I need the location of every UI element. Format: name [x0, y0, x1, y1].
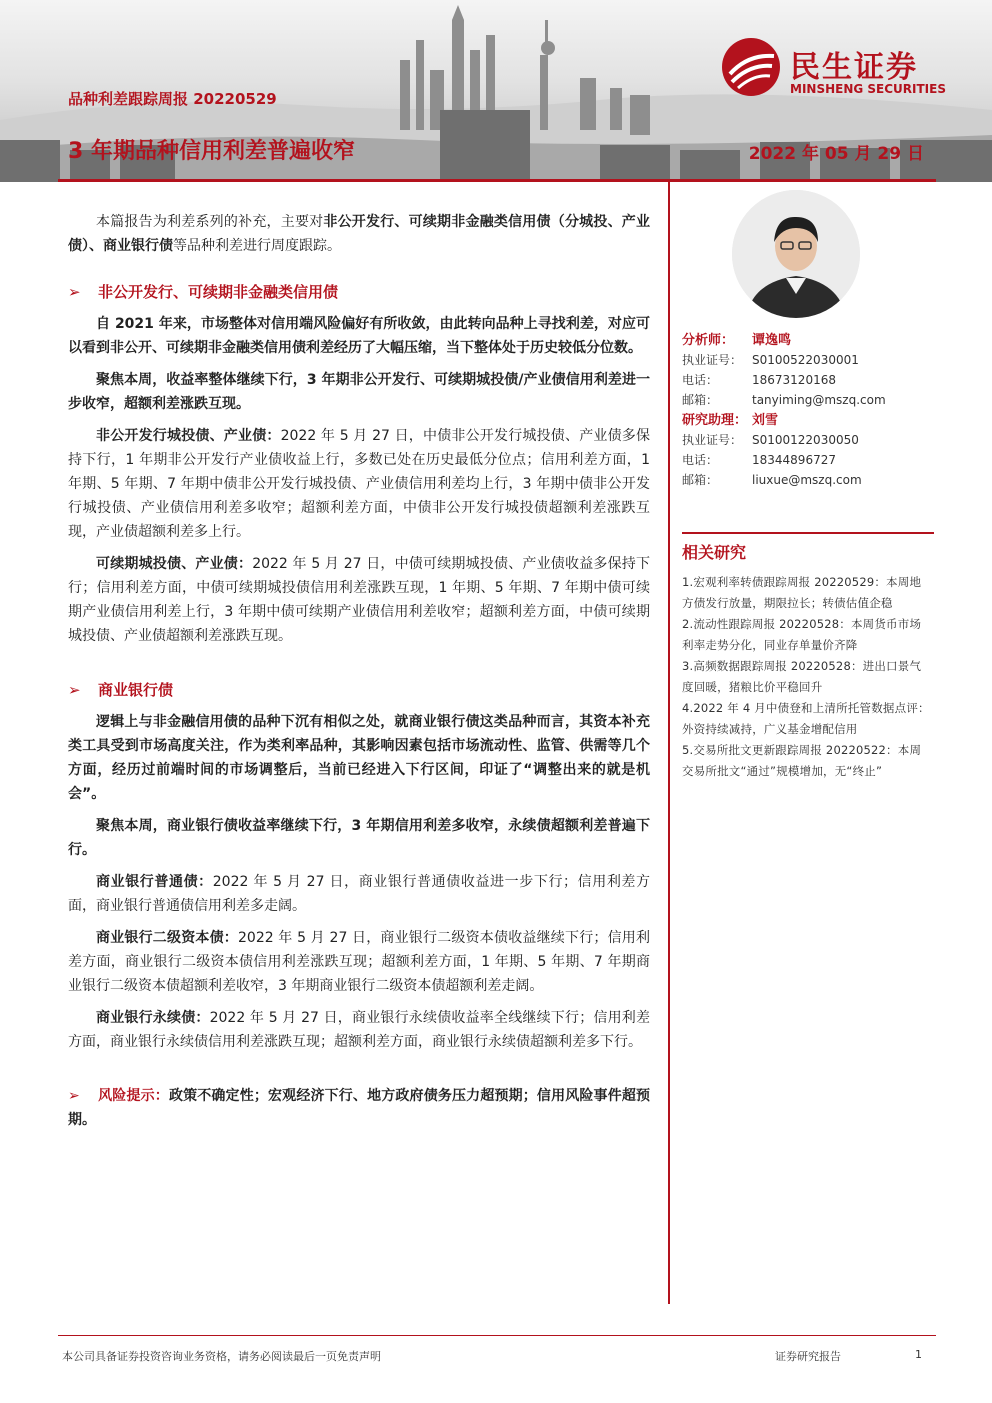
- page-number: 1: [915, 1348, 922, 1361]
- assistant-cert-row: 执业证号： S0100122030050: [682, 433, 859, 447]
- related-research-item[interactable]: 5.交易所批文更新跟踪周报 20220522：本周交易所批文“通过”规模增加，无“终止”: [682, 743, 922, 778]
- footer-divider: [58, 1335, 936, 1336]
- paragraph: 可续期城投债、产业债：2022 年 5 月 27 日，中债可续期城投债、产业债收益多保持下行；信用利差方面，中债可续期城投债信用利差涨跌互现，1 年期、5 年期、7 年期中债可续期产业债信用利差上行，3 年期中债可续期产业债信用利差收窄；超额利差方面，中债可续期城投债、产业债超额利差涨跌互现。: [68, 556, 650, 644]
- analyst-email-row: 邮箱： tanyiming@mszq.com: [682, 393, 886, 407]
- related-research-item[interactable]: 1.宏观利率转债跟踪周报 20220529：本周地方债发行放量，期限拉长；转债估值企稳: [682, 575, 922, 610]
- paragraph: 聚焦本周，商业银行债收益率继续下行，3 年期信用利差多收窄，永续债超额利差普遍下行。: [68, 818, 650, 858]
- footer-disclaimer: 本公司具备证券投资咨询业务资格，请务必阅读最后一页免责声明: [62, 1350, 381, 1363]
- arrow-icon: ➢: [68, 283, 81, 301]
- minsheng-logo: [720, 36, 970, 102]
- paragraph: 聚焦本周，收益率整体继续下行，3 年期非公开发行、可续期城投债/产业债信用利差进一步收窄，超额利差涨跌互现。: [68, 372, 650, 412]
- side-column: [682, 190, 934, 782]
- header-divider: [58, 179, 936, 182]
- section-heading-bank-bonds: ➢ 商业银行债: [68, 678, 650, 702]
- paragraph: 非公开发行城投债、产业债：2022 年 5 月 27 日，中债非公开发行城投债、产业债多保持下行，1 年期非公开发行产业债收益上行，多数已处在历史最低分位点；信用利差方面，1 年期、5 年期、7 年期中债非公开发行城投债、产业债信用利差均上行，3 年期中债非公开发行城投债、产业债信用利差多收窄；超额利差方面，中债非公开发行城投债超额利差涨跌互现，产业债超额利差多上行。: [68, 428, 651, 540]
- paragraph: 商业银行永续债：2022 年 5 月 27 日，商业银行永续债收益率全线继续下行；信用利差方面，商业银行永续债信用利差涨跌互现；超额利差方面，商业银行永续债超额利差多下行。: [68, 1010, 651, 1050]
- analyst-photo: [732, 190, 860, 318]
- logo-text-cn: 民生证券: [790, 50, 918, 85]
- series-title: 品种利差跟踪周报 20220529: [68, 90, 277, 108]
- assistant-phone-row: 电话： 18344896727: [682, 453, 836, 467]
- related-research-item[interactable]: 3.高频数据跟踪周报 20220528：进出口景气度回暖，猪粮比价平稳回升: [682, 659, 922, 694]
- paragraph: 商业银行二级资本债：2022 年 5 月 27 日，商业银行二级资本债收益继续下行；信用利差方面，商业银行二级资本债信用利差涨跌互现；超额利差方面，1 年期、5 年期、7 年期商业银行二级资本债超额利差收窄，3 年期商业银行二级资本债超额利差走阔。: [68, 930, 650, 994]
- header-banner: [0, 0, 992, 182]
- report-title: 3 年期品种信用利差普遍收窄: [68, 139, 355, 164]
- footer-doc-type: 证券研究报告: [775, 1350, 841, 1363]
- paragraph: 商业银行普通债：2022 年 5 月 27 日，商业银行普通债收益进一步下行；信用利差方面，商业银行普通债信用利差多走阔。: [68, 874, 651, 914]
- analyst-info: [682, 330, 934, 490]
- main-column: [68, 210, 650, 1140]
- paragraph: 逻辑上与非金融信用债的品种下沉有相似之处，就商业银行债这类品种而言，其资本补充类工具受到市场高度关注，作为类利率品种，其影响因素包括市场流动性、监管、供需等几个方面，经历过前端时间的市场调整后，当前已经进入下行区间，印证了“调整出来的就是机会”。: [68, 714, 650, 802]
- section-heading-nonfinancial: ➢ 非公开发行、可续期非金融类信用债: [68, 280, 650, 304]
- related-research-title: 相关研究: [682, 532, 934, 566]
- assistant-email-row: 邮箱： liuxue@mszq.com: [682, 473, 862, 487]
- related-research-list: [682, 572, 932, 782]
- column-divider: [668, 182, 670, 1304]
- intro-paragraph: 本篇报告为利差系列的补充，主要对非公开发行、可续期非金融类信用债（分城投、产业债）、商业银行债等品种利差进行周度跟踪。: [68, 214, 651, 254]
- paragraph: 自 2021 年来，市场整体对信用端风险偏好有所收敛，由此转向品种上寻找利差，对应可以看到非公开、可续期非金融类信用债利差经历了大幅压缩，当下整体处于历史较低分位数。: [68, 316, 650, 356]
- arrow-icon: ➢: [68, 681, 81, 699]
- analyst-row: 分析师： 谭逸鸣: [682, 333, 792, 348]
- related-research-item[interactable]: 2.流动性跟踪周报 20220528：本周货币市场利率走势分化，同业存单量价齐降: [682, 617, 922, 652]
- assistant-row: 研究助理： 刘雪: [682, 413, 779, 428]
- arrow-icon: ➢: [68, 1088, 80, 1104]
- report-date: 2022 年 05 月 29 日: [748, 144, 924, 164]
- analyst-phone-row: 电话： 18673120168: [682, 373, 836, 387]
- minsheng-logo-icon: [720, 36, 782, 98]
- related-research-item[interactable]: 4.2022 年 4 月中债登和上清所托管数据点评：外资持续减持，广义基金增配信用: [682, 701, 930, 736]
- logo-text-en: MINSHENG SECURITIES: [790, 82, 946, 96]
- analyst-cert-row: 执业证号： S0100522030001: [682, 353, 859, 367]
- risk-warning: ➢ 风险提示：政策不确定性；宏观经济下行、地方政府债务压力超预期；信用风险事件超预期。: [68, 1084, 650, 1132]
